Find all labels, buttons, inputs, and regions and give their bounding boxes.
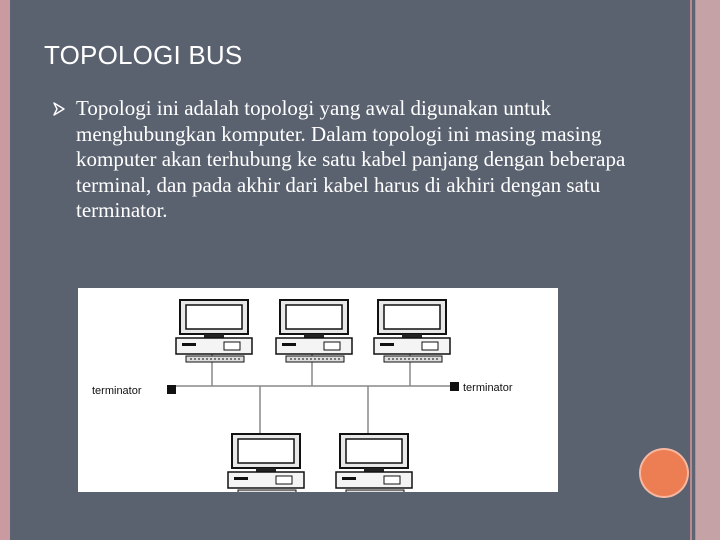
terminator-left-block	[167, 385, 176, 394]
computer-icon	[336, 434, 412, 492]
computer-icon	[276, 300, 352, 362]
bullet-text: Topologi ini adalah topologi yang awal digunakan untuk menghubungkan komputer. Dalam topologi ini masing masing komputer akan terhubung ke satu kabel panjang dengan beberapa terminal, dan pada akhir dari kabel harus di akhiri dengan satu terminator.	[76, 96, 626, 222]
decorative-orange-circle	[641, 450, 687, 496]
bullet-item	[52, 96, 632, 224]
computer-icon	[374, 300, 450, 362]
right-decorative-band	[690, 0, 720, 540]
terminator-right-label: terminator	[463, 382, 513, 394]
computer-icon	[176, 300, 252, 362]
bus-topology-diagram	[78, 288, 558, 492]
left-border-strip	[0, 0, 10, 540]
arrow-bullet-icon	[52, 102, 66, 116]
computer-icon	[228, 434, 304, 492]
bus-topology-svg	[78, 288, 558, 492]
slide-title: TOPOLOGI BUS	[44, 40, 243, 70]
terminator-right-block	[450, 382, 459, 391]
terminator-left-label: terminator	[92, 385, 142, 397]
